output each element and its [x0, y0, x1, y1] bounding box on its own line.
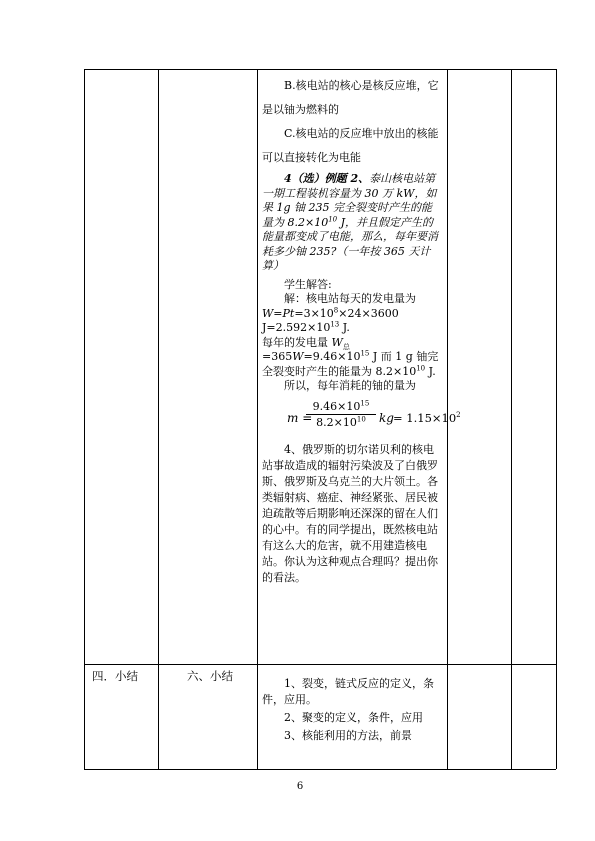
formula-unit: kg — [379, 410, 394, 425]
table-border-right — [556, 69, 557, 769]
formula-fraction — [306, 400, 376, 429]
table-border-top — [84, 69, 556, 70]
table-border-bottom — [84, 769, 556, 770]
denominator-exponent: 10 — [356, 414, 366, 423]
page-number: 6 — [296, 781, 304, 792]
sol-text: =9.46×10 — [303, 350, 361, 363]
result-value: = 1.15×10 — [393, 410, 457, 425]
result-exponent: 2 — [456, 410, 461, 419]
sol-formula: W=Pt — [262, 306, 295, 320]
example-text-2: J，并且假定产生的能量都变成了电能，那么，每年要消耗多少铀 235?（一年按 365 天计算） — [262, 215, 438, 272]
sol-text: 每年的发电量 — [262, 335, 332, 349]
sol-text: 解：核电站每天的发电量为 — [284, 292, 416, 305]
summary-col2: 六、小结 — [187, 669, 233, 683]
row-divider — [84, 664, 556, 665]
formula-denominator — [306, 415, 376, 429]
discussion-question: 4、俄罗斯的切尔诺贝利的核电站事故造成的辐射污染波及了白俄罗斯、俄罗斯及乌克兰的大片领土。各类辐射病、癌症、神经紧张、居民被迫疏散等后期影响还深深的留在人们的心中。有的同学提出，既然核电站有这么大的危害，就不用建造核电站。你认为这种观点合理吗？提出你的看法。 — [262, 442, 438, 584]
lesson-content-cell — [262, 74, 461, 586]
formula-result — [393, 411, 461, 425]
option-c: C.核电站的反应堆中放出的核能可以直接转化为电能 — [262, 127, 439, 164]
option-b: B.核电站的核心是核反应堆，它是以铀为燃料的 — [262, 79, 439, 116]
uranium-mass-formula — [262, 398, 461, 434]
example-exponent: 10 — [328, 214, 338, 223]
sol-text: J. — [339, 321, 350, 334]
sol-exponent: 8 — [333, 305, 339, 314]
sol-exponent: 10 — [416, 363, 426, 372]
formula-numerator — [306, 400, 376, 415]
summary-content-cell — [262, 676, 440, 744]
sol-subscript: 总 — [342, 342, 350, 351]
formula-lhs: m = — [287, 410, 313, 425]
sol-text: J. — [425, 364, 436, 378]
sol-var: W — [292, 350, 304, 363]
solution-line-1 — [262, 292, 440, 336]
solution-line-2 — [262, 336, 440, 380]
example-text: 泰山核电站第一期工程装机容量为 30 万 kW，如果 1g 铀 235 完全裂变时产生的能量为 8.2×10 — [262, 172, 437, 229]
sol-text: =3×10 — [294, 306, 334, 320]
sol-text: =365 — [262, 350, 293, 363]
summary-item: 3、核能利用的方法，前景 — [284, 729, 412, 742]
solution-line-3: 所以，每年消耗的铀的量为 — [284, 379, 416, 392]
example-tag: 4（选）例题 2、 — [284, 172, 370, 185]
sol-exponent: 15 — [360, 349, 370, 358]
summary-item: 1、裂变，链式反应的定义，条件，应用。 — [262, 677, 434, 706]
example-problem — [262, 172, 440, 274]
sol-text: J 而 1 g 铀完全裂变时产生的能量为 8.2×10 — [262, 350, 439, 378]
sol-var: W — [331, 335, 343, 349]
summary-col1: 四．小结 — [92, 669, 138, 683]
numerator-value: 9.46×10 — [312, 399, 361, 413]
sol-text: ×24×3600 J=2.592×10 — [262, 306, 399, 334]
sol-exponent: 13 — [330, 320, 340, 329]
numerator-exponent: 15 — [360, 398, 370, 407]
denominator-value: 8.2×10 — [316, 415, 357, 429]
student-answer-label: 学生解答: — [284, 277, 332, 291]
summary-item: 2、聚变的定义，条件，应用 — [284, 711, 423, 724]
